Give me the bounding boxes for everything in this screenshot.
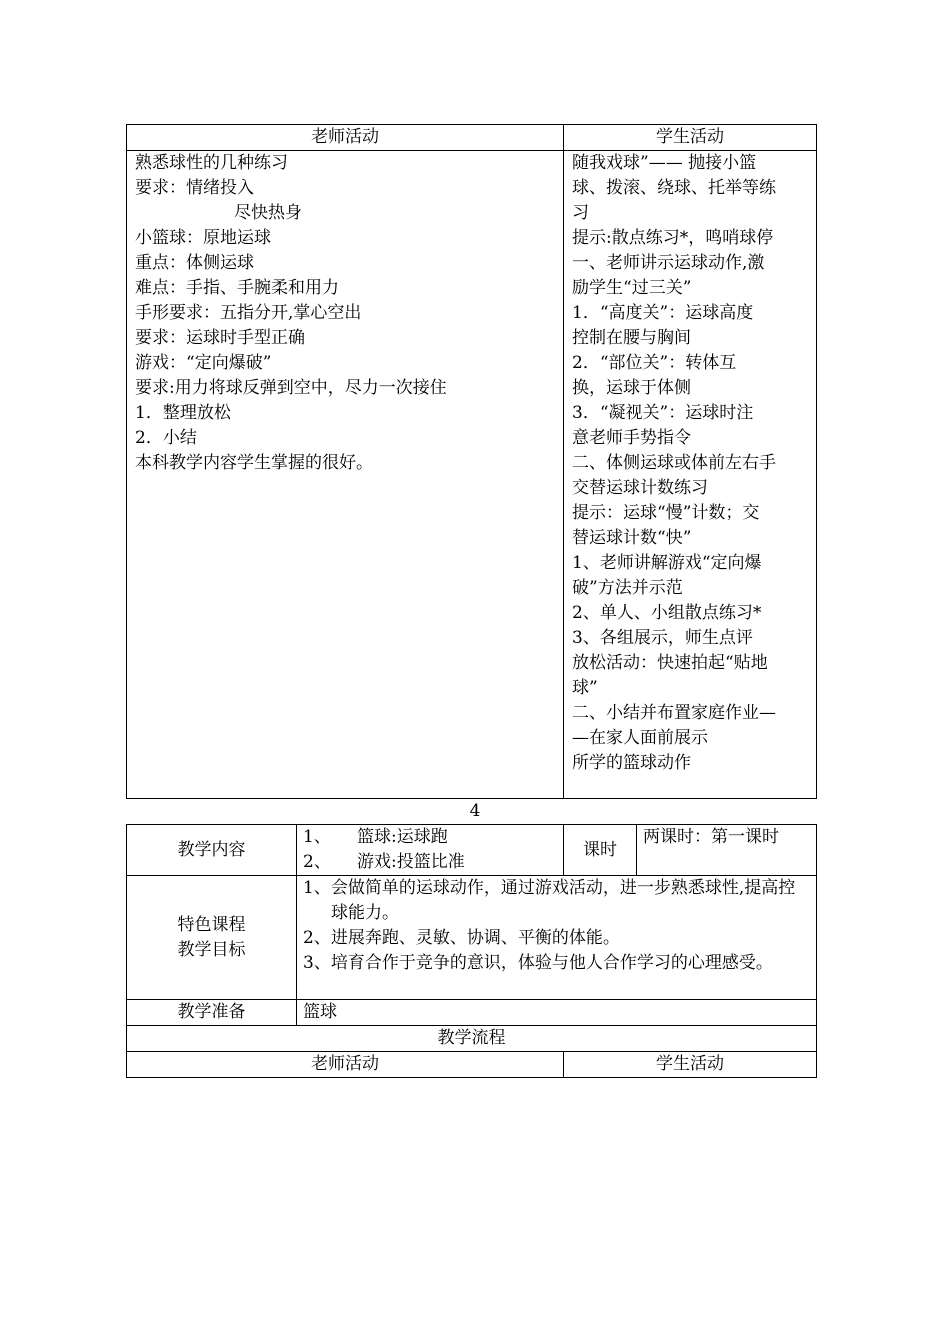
teacher-line: 1．整理放松 — [135, 403, 231, 423]
teacher-line: 要求:用力将球反弹到空中，尽力一次接住 — [135, 378, 447, 398]
teacher-line: 重点：体侧运球 — [135, 253, 254, 273]
student-line: —在家人面前展示 — [572, 728, 708, 748]
teacher-activity-header: 老师活动 — [127, 125, 564, 151]
teacher-line: 要求：运球时手型正确 — [135, 328, 305, 348]
activity-table — [126, 124, 817, 799]
student-line: 3、各组展示，师生点评 — [572, 628, 753, 648]
student-line: 二、体侧运球或体前左右手 — [572, 453, 776, 473]
student-line: 提示:散点练习*，鸣哨球停 — [572, 228, 774, 248]
student-line: 2．“部位关”：转体互 — [572, 353, 737, 373]
student-line: 提示：运球“慢”计数；交 — [572, 503, 760, 523]
student-line: 球” — [572, 678, 598, 698]
prep-value: 篮球 — [297, 1000, 817, 1026]
student-line: 1．“高度关”：运球高度 — [572, 303, 754, 323]
student-line: 放松活动：快速拍起“贴地 — [572, 653, 768, 673]
period-label: 课时 — [564, 825, 637, 876]
teacher-line: 小篮球：原地运球 — [135, 228, 271, 248]
goals-cell — [297, 876, 817, 1000]
content-item: 2、 游戏:投篮比准 — [303, 852, 465, 872]
goal-item: 2、进展奔跑、灵敏、协调、平衡的体能。 — [303, 928, 620, 948]
teacher-line: 2．小结 — [135, 428, 197, 448]
student-line: 球、拨滚、绕球、托举等练 — [572, 178, 776, 198]
page-number: 4 — [469, 801, 481, 821]
student-line: 控制在腰与胸间 — [572, 328, 691, 348]
content-items — [297, 825, 564, 876]
student-line: 破”方法并示范 — [572, 578, 683, 598]
teacher-line: 难点：手指、手腕柔和用力 — [135, 278, 339, 298]
student-line: 替运球计数“快” — [572, 528, 692, 548]
period-value: 两课时：第一课时 — [637, 825, 817, 876]
student-line: 励学生“过三关” — [572, 278, 692, 298]
student-line: 意老师手势指令 — [572, 428, 691, 448]
student-line: 2、单人、小组散点练习* — [572, 603, 762, 623]
content-item: 1、 篮球:运球跑 — [303, 827, 448, 847]
student-line: 换，运球于体侧 — [572, 378, 691, 398]
student-line: 二、小结并布置家庭作业— — [572, 703, 776, 723]
goals-label: 特色课程 教学目标 — [127, 876, 297, 1000]
flow-label: 教学流程 — [127, 1026, 817, 1052]
student-activity-header: 学生活动 — [564, 1052, 817, 1078]
student-line: 3．“凝视关”：运球时注 — [572, 403, 754, 423]
student-line: 1、老师讲解游戏“定向爆 — [572, 553, 762, 573]
teacher-line: 本科教学内容学生掌握的很好。 — [135, 453, 373, 473]
teacher-line: 熟悉球性的几种练习 — [135, 153, 288, 173]
student-line: 交替运球计数练习 — [572, 478, 708, 498]
prep-label: 教学准备 — [127, 1000, 297, 1026]
student-activity-cell — [564, 151, 817, 799]
goal-item: 3、培育合作于竞争的意识，体验与他人合作学习的心理感受。 — [303, 953, 773, 973]
goal-item: 1、会做简单的运球动作，通过游戏活动，进一步熟悉球性,提高控球能力。 — [303, 878, 796, 923]
teacher-line: 游戏：“定向爆破” — [135, 353, 272, 373]
student-line: 习 — [572, 203, 589, 223]
student-line: 所学的篮球动作 — [572, 753, 691, 773]
student-line: 一、老师讲示运球动作,激 — [572, 253, 765, 273]
teacher-line: 手形要求：五指分开,掌心空出 — [135, 303, 362, 323]
teacher-line: 尽快热身 — [234, 203, 302, 223]
teacher-activity-cell — [127, 151, 564, 799]
lesson-plan-table — [126, 824, 817, 1078]
teacher-activity-header: 老师活动 — [127, 1052, 564, 1078]
student-activity-header: 学生活动 — [564, 125, 817, 151]
teacher-line: 要求：情绪投入 — [135, 178, 254, 198]
content-label: 教学内容 — [127, 825, 297, 876]
student-line: 随我戏球”—— 抛接小篮 — [572, 153, 757, 173]
